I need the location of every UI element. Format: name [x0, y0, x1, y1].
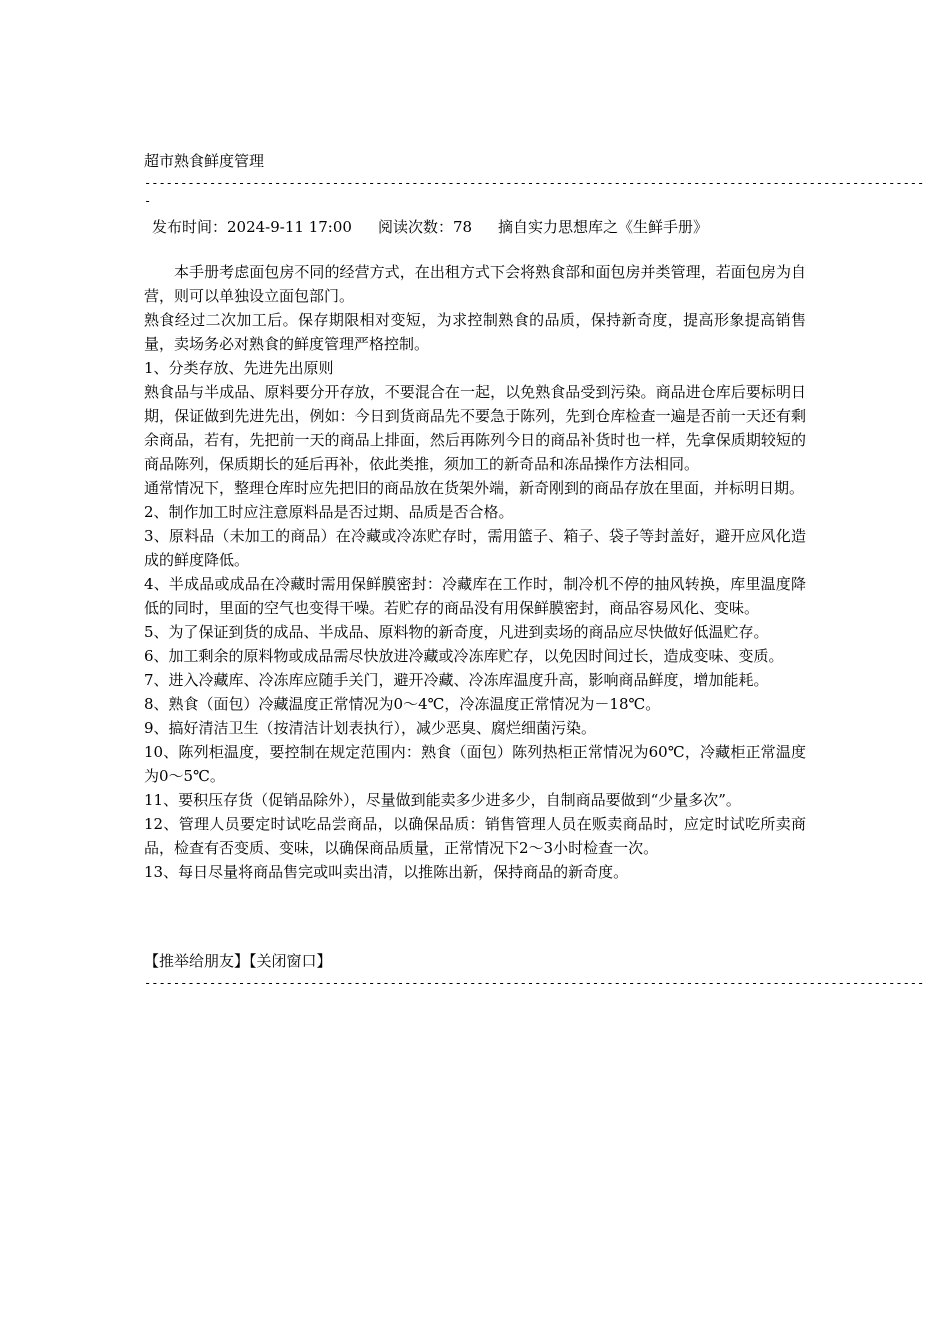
paragraph: 9、搞好清洁卫生（按清洁计划表执行），减少恶臭、腐烂细菌污染。 [144, 719, 597, 737]
paragraph: 12、管理人员要定时试吃品尝商品，以确保品质：销售管理人员在贩卖商品时，应定时试吃所卖商品，检查有否变质、变味，以确保商品质量，正常情况下2～3小时检查一次。 [144, 815, 806, 857]
recommend-to-friend-link[interactable]: 【推举给朋友】 [144, 952, 250, 970]
read-count: 阅读次数：78 [377, 218, 473, 236]
paragraph: 1、分类存放、先进先出原则 [144, 359, 334, 377]
paragraph: 13、每日尽量将商品售完或叫卖出清，以推陈出新，保持商品的新奇度。 [144, 863, 629, 881]
page-title: 超市熟食鲜度管理 [144, 152, 265, 170]
paragraph: 7、进入冷藏库、冷冻库应随手关门，避开冷藏、冷冻库温度升高，影响商品鲜度，增加能耗。 [144, 671, 769, 689]
paragraph: 3、原料品（未加工的商品）在冷藏或冷冻贮存时，需用篮子、箱子、袋子等封盖好，避开应风化造成的鲜度降低。 [144, 527, 806, 569]
divider: ------------------------------------------------------------------------------------------------------------ [144, 176, 925, 190]
paragraph: 通常情况下，整理仓库时应先把旧的商品放在货架外端，新奇刚到的商品存放在里面，并标明日期。 [144, 479, 805, 497]
paragraph: 10、陈列柜温度，要控制在规定范围内：熟食（面包）陈列热柜正常情况为60℃，冷藏柜正常温度为0～5℃。 [144, 743, 806, 785]
close-window-link[interactable]: 【关闭窗口】 [249, 952, 332, 970]
paragraph: 11、要积压存货（促销品除外），尽量做到能卖多少进多少，自制商品要做到“少量多次”。 [144, 791, 741, 809]
article-footer [144, 948, 806, 974]
paragraph: 2、制作加工时应注意原料品是否过期、品质是否合格。 [144, 503, 514, 521]
publish-time: 发布时间：2024-9-11 17:00 [152, 218, 352, 236]
footer-divider: ------------------------------------------------------------------------------------------------------------ [144, 976, 925, 990]
paragraph: 本手册考虑面包房不同的经营方式，在出租方式下会将熟食部和面包房并类管理，若面包房为自营，则可以单独设立面包部门。 [144, 263, 806, 305]
divider-tail: - [144, 194, 152, 208]
paragraph: 6、加工剩余的原料物或成品需尽快放进冷藏或冷冻库贮存，以免因时间过长，造成变味、变质。 [144, 647, 784, 665]
article [144, 148, 925, 992]
article-body [144, 260, 806, 884]
paragraph: 熟食品与半成品、原料要分开存放，不要混合在一起，以免熟食品受到污染。商品进仓库后要标明日期，保证做到先进先出，例如：今日到货商品先不要急于陈列，先到仓库检查一遍是否前一天还有剩余商品，若有，先把前一天的商品上排面，然后再陈列今日的商品补货时也一样，先拿保质期较短的商品陈列，保质期长的延后再补，依此类推，须加工的新奇品和冻品操作方法相同。 [144, 383, 806, 473]
paragraph: 4、半成品或成品在冷藏时需用保鲜膜密封：冷藏库在工作时，制冷机不停的抽风转换，库里温度降低的同时，里面的空气也变得干噪。若贮存的商品没有用保鲜膜密封，商品容易风化、变味。 [144, 575, 806, 617]
article-meta [152, 214, 806, 240]
paragraph: 8、熟食（面包）冷藏温度正常情况为0～4℃，冷冻温度正常情况为－18℃。 [144, 695, 661, 713]
article-source: 摘自实力思想库之《生鲜手册》 [498, 218, 709, 236]
paragraph: 5、为了保证到货的成品、半成品、原料物的新奇度，凡进到卖场的商品应尽快做好低温贮存。 [144, 623, 769, 641]
paragraph: 熟食经过二次加工后。保存期限相对变短，为求控制熟食的品质，保持新奇度，提高形象提高销售量，卖场务必对熟食的鲜度管理严格控制。 [144, 311, 806, 353]
